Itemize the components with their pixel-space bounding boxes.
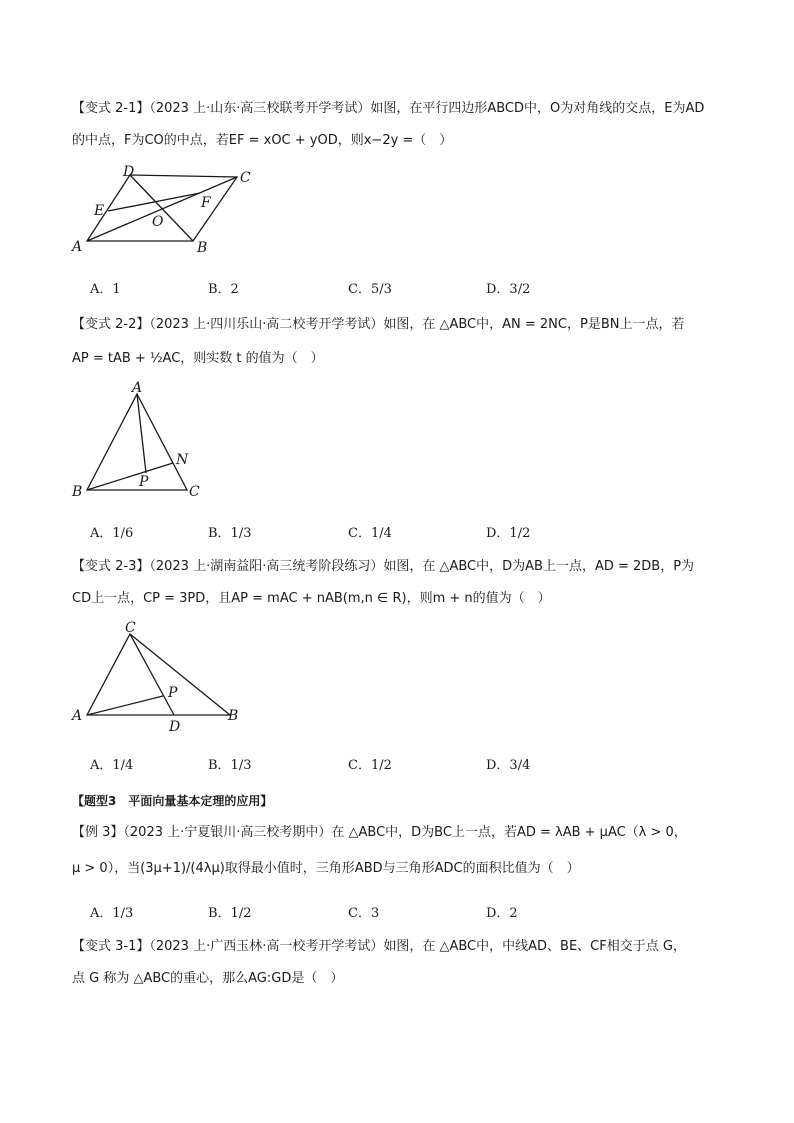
q22-line2: AP = tAB + ½AC，则实数 t 的值为（ ） — [72, 351, 324, 366]
label-o: O — [152, 214, 164, 230]
q21-line1: 【变式 2-1】（2023 上·山东·高三校联考开学考试）如图，在平行四边形ABCD中，O为对角线的交点，E为AD — [72, 101, 705, 116]
label-e: E — [94, 203, 105, 219]
diagonal-bd — [130, 175, 193, 241]
segment-ap — [87, 696, 163, 715]
q21-option-c[interactable]: C．5/3 — [348, 282, 392, 297]
q22-option-b[interactable]: B．1/3 — [208, 526, 252, 541]
q22-option-d[interactable]: D．1/2 — [486, 526, 531, 541]
triangle-abc — [87, 634, 230, 715]
q23-line2: CD上一点，CP = 3PD，且AP = mAC + nAB(m,n ∈ R)，则m + n的值为（ ） — [72, 591, 551, 606]
q21-option-d[interactable]: D．3/2 — [486, 282, 531, 297]
section-heading: 【题型3 平面向量基本定理的应用】 — [72, 794, 273, 808]
q22-option-a[interactable]: A．1/6 — [90, 526, 134, 541]
q23-option-a[interactable]: A．1/4 — [90, 758, 134, 773]
label-a: A — [72, 239, 83, 255]
label-p: P — [139, 474, 149, 490]
q23-triangle-figure — [60, 618, 260, 738]
ex3-option-c[interactable]: C．3 — [348, 906, 380, 921]
q21-option-a[interactable]: A．1 — [90, 282, 121, 297]
label-b: B — [197, 240, 208, 256]
label-b: B — [72, 484, 83, 500]
ex3-option-d[interactable]: D．2 — [486, 906, 518, 921]
ex3-option-b[interactable]: B．1/2 — [208, 906, 252, 921]
q21-option-b[interactable]: B．2 — [208, 282, 239, 297]
q23-option-c[interactable]: C．1/2 — [348, 758, 392, 773]
q22-triangle-figure — [60, 382, 220, 502]
q31-line1: 【变式 3-1】（2023 上·广西玉林·高一校考开学考试）如图，在 △ABC中，中线AD、BE、CF相交于点 G， — [72, 939, 686, 954]
triangle-abc — [87, 394, 187, 490]
q23-option-d[interactable]: D．3/4 — [486, 758, 531, 773]
ex3-line1: 【例 3】（2023 上·宁夏银川·高三校考期中）在 △ABC中，D为BC上一点，若AD = λAB + μAC（λ > 0， — [72, 825, 687, 840]
q22-option-c[interactable]: C．1/4 — [348, 526, 392, 541]
label-p: P — [168, 685, 178, 701]
ex3-line2: μ > 0），当(3μ+1)/(4λμ)取得最小值时，三角形ABD与三角形ADC的面积比值为（ ） — [72, 861, 580, 876]
segment-ap — [137, 394, 146, 473]
label-f: F — [201, 195, 211, 211]
q21-line2: 的中点，F为CO的中点，若EF = xOC + yOD，则x−2y =（ ） — [72, 133, 453, 148]
segment-bn — [87, 463, 173, 490]
q22-line1: 【变式 2-2】（2023 上·四川乐山·高二校考开学考试）如图，在 △ABC中，AN = 2NC，P是BN上一点，若 — [72, 317, 685, 332]
label-a: A — [72, 708, 83, 724]
label-n: N — [176, 452, 189, 468]
q21-parallelogram-figure — [60, 160, 280, 260]
label-b: B — [228, 708, 239, 724]
segment-ef — [108, 193, 200, 211]
label-c: C — [125, 620, 136, 636]
label-d: D — [169, 719, 181, 735]
label-c: C — [189, 484, 200, 500]
label-c: C — [240, 170, 251, 186]
ex3-option-a[interactable]: A．1/3 — [90, 906, 134, 921]
label-d: D — [123, 164, 135, 180]
q23-line1: 【变式 2-3】（2023 上·湖南益阳·高三统考阶段练习）如图，在 △ABC中，D为AB上一点，AD = 2DB，P为 — [72, 559, 695, 574]
label-a: A — [132, 380, 143, 396]
q31-line2: 点 G 称为 △ABC的重心，那么AG:GD是（ ） — [72, 971, 344, 986]
q23-option-b[interactable]: B．1/3 — [208, 758, 252, 773]
